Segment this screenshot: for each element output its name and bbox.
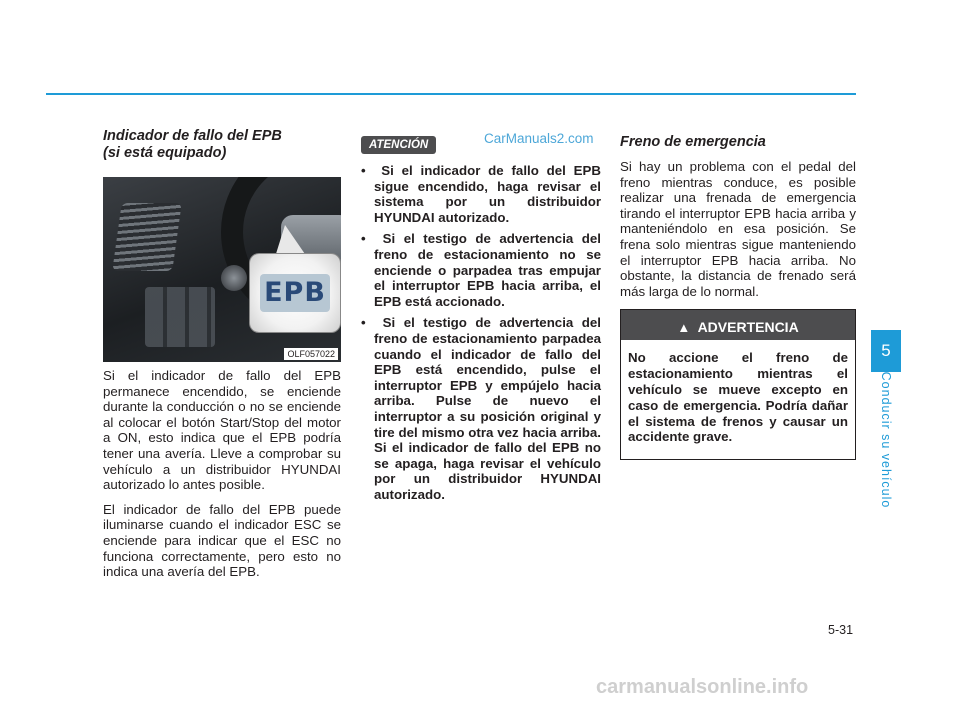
caution-bullet-text: Si el testigo de advertencia del freno de estacionamiento parpadea cuando el indicador de fallo del EPB está encendido, pulse el interruptor EPB y empújelo hacia arriba. Pulse de nuevo el interruptor a su posición original y tire del mismo otra vez hacia arriba. Si el indicador de fallo del EPB no se apaga, haga revisar el vehículo por un distribuidor HYUNDAI autorizado. xyxy=(374,315,602,502)
header-rule xyxy=(46,93,856,95)
caution-bullet-text: Si el testigo de advertencia del freno de estacionamiento no se enciende o parpadea tras empujar el interruptor EPB hacia arriba, el EPB está accionado. xyxy=(374,231,602,309)
body-paragraph: Si hay un problema con el pedal del freno mientras conduce, es posible realizar una frenada de emergencia tirando el interruptor EPB hacia arriba y manteniéndolo en esa posición. Se frena solo mientras sigue manteniendo el interruptor EPB hacia arriba. No obstante, la distancia de frenado será más larga de lo normal. xyxy=(620,159,856,299)
dashboard-photo xyxy=(103,177,341,362)
right-column xyxy=(620,128,856,460)
footer-watermark: carmanualsonline.info xyxy=(596,676,809,698)
air-vent xyxy=(112,203,182,271)
warning-text: No accione el freno de estacionamiento mientras el vehículo se mueve excepto en caso de emergencia. Podría dañar el sistema de frenos y causar un accidente grave. xyxy=(628,350,848,445)
heading-line-1: Indicador de fallo del EPB xyxy=(103,128,282,144)
warning-header xyxy=(621,310,855,340)
switch-panel xyxy=(145,287,215,347)
watermark-link[interactable]: CarManuals2.com xyxy=(484,131,594,146)
dash-knob xyxy=(221,265,247,291)
page-number: 5-31 xyxy=(828,623,854,637)
middle-column xyxy=(361,128,601,508)
section-heading-epb-fault xyxy=(103,128,341,162)
epb-warning-lamp-icon xyxy=(260,274,330,312)
caution-bullet: • Si el indicador de fallo del EPB sigue encendido, haga revisar el sistema por un distribuidor HYUNDAI autorizado. xyxy=(361,163,601,225)
body-paragraph: Si el indicador de fallo del EPB permanece encendido, se enciende durante la conducción o no se enciende al colocar el botón Start/Stop del motor a ON, esto indica que el EPB podría tener una avería. Lleve a comprobar su vehículo a un distribuidor HYUNDAI autorizado lo antes posible. xyxy=(103,368,341,493)
warning-title: ADVERTENCIA xyxy=(697,319,799,336)
chapter-tab: 5 xyxy=(871,330,901,372)
figure-id: OLF057022 xyxy=(284,348,338,360)
chapter-label: Conducir su vehículo xyxy=(879,371,893,509)
section-heading-emergency-brake: Freno de emergencia xyxy=(620,134,766,150)
caution-bullet-text: Si el indicador de fallo del EPB sigue encendido, haga revisar el sistema por un distribuidor HYUNDAI autorizado. xyxy=(374,163,601,225)
caution-bullet: • Si el testigo de advertencia del freno de estacionamiento no se enciende o parpadea tras empujar el interruptor EPB hacia arriba, el EPB está accionado. xyxy=(361,231,602,309)
warning-box xyxy=(620,309,856,460)
epb-lamp-label: EPB xyxy=(264,277,326,308)
caution-bullet: • Si el testigo de advertencia del freno de estacionamiento parpadea cuando el indicador de fallo del EPB está encendido, pulse el interruptor EPB y empújelo hacia arriba. Pulse de nuevo el interruptor a su posición original y tire del mismo otra vez hacia arriba. Si el indicador de fallo del EPB no se apaga, haga revisar el vehículo por un distribuidor HYUNDAI autorizado. xyxy=(361,315,602,502)
left-column xyxy=(103,128,341,589)
heading-line-2: (si está equipado) xyxy=(103,145,227,161)
attention-badge: ATENCIÓN xyxy=(361,136,436,154)
warning-triangle-icon: ▲ xyxy=(677,320,691,336)
epb-callout xyxy=(249,253,341,333)
body-paragraph: El indicador de fallo del EPB puede iluminarse cuando el indicador ESC se enciende para indicar que el ESC no funciona correctamente, pero esto no indica una avería del EPB. xyxy=(103,501,341,580)
